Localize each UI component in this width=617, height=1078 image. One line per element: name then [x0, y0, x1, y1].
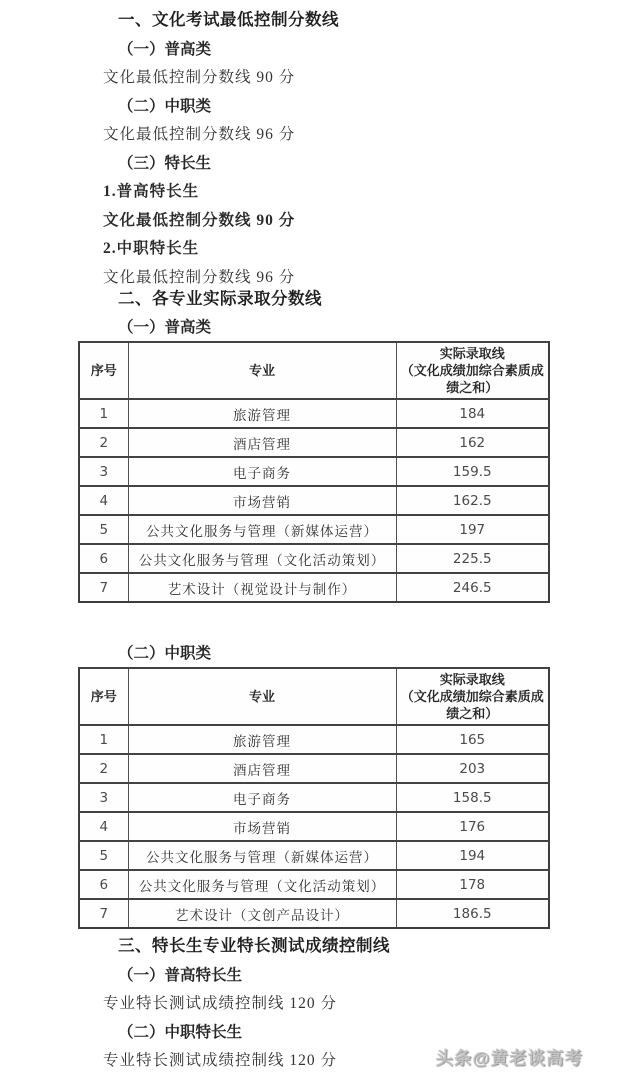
section1-item1-line: 文化最低控制分数线 90 分 — [103, 211, 296, 229]
section1-item1-title: 1.普高特长生 — [103, 183, 200, 200]
cell-major: 酒店管理 — [128, 754, 396, 783]
cell-no: 5 — [79, 841, 128, 870]
section1-heading: 一、文化考试最低控制分数线 — [118, 11, 339, 29]
cell-score: 176 — [396, 812, 549, 841]
cell-no: 7 — [79, 573, 128, 602]
cell-major: 旅游管理 — [128, 399, 396, 428]
section1-line-putong: 文化最低控制分数线 90 分 — [103, 69, 296, 86]
section1-sub-zhongzhi: （二）中职类 — [118, 97, 212, 115]
table-header-row — [79, 342, 549, 399]
cell-no: 2 — [79, 754, 128, 783]
cell-score: 203 — [396, 754, 549, 783]
section3-line-zhongzhi: 专业特长测试成绩控制线 120 分 — [103, 1052, 338, 1069]
table-header-row — [79, 668, 549, 725]
section1-sub-techang: （三）特长生 — [118, 154, 212, 172]
cell-major: 艺术设计（文创产品设计） — [128, 899, 396, 928]
section1-line-zhongzhi: 文化最低控制分数线 96 分 — [103, 126, 296, 143]
cell-score: 197 — [396, 515, 549, 544]
cell-major: 公共文化服务与管理（新媒体运营） — [128, 515, 396, 544]
section2-heading: 二、各专业实际录取分数线 — [118, 289, 322, 308]
score-table-putong — [78, 341, 550, 603]
cell-score: 165 — [396, 725, 549, 754]
header-score-line1: 实际录取线 — [439, 346, 505, 361]
cell-no: 4 — [79, 812, 128, 841]
cell-major: 公共文化服务与管理（文化活动策划） — [128, 544, 396, 573]
cell-major: 电子商务 — [128, 457, 396, 486]
cell-no: 3 — [79, 457, 128, 486]
cell-score: 194 — [396, 841, 549, 870]
cell-major: 市场营销 — [128, 486, 396, 515]
score-table-zhongzhi — [78, 667, 550, 929]
table-row — [79, 899, 549, 928]
cell-score: 162.5 — [396, 486, 549, 515]
section3-line-putong: 专业特长测试成绩控制线 120 分 — [103, 995, 338, 1012]
cell-major: 电子商务 — [128, 783, 396, 812]
cell-no: 5 — [79, 515, 128, 544]
cell-major: 酒店管理 — [128, 428, 396, 457]
section3-sub-zhongzhi: （二）中职特长生 — [118, 1023, 243, 1041]
header-cell-major: 专业 — [128, 342, 396, 399]
header-cell-score — [396, 342, 549, 399]
table-row — [79, 486, 549, 515]
header-cell-major: 专业 — [128, 668, 396, 725]
cell-score: 186.5 — [396, 899, 549, 928]
cell-no: 7 — [79, 899, 128, 928]
section3-sub-putong: （一）普高特长生 — [118, 966, 243, 984]
cell-no: 1 — [79, 399, 128, 428]
cell-no: 3 — [79, 783, 128, 812]
header-cell-no: 序号 — [79, 668, 128, 725]
cell-score: 158.5 — [396, 783, 549, 812]
section1-item2-title: 2.中职特长生 — [103, 240, 200, 257]
table-row — [79, 812, 549, 841]
cell-score: 159.5 — [396, 457, 549, 486]
cell-no: 1 — [79, 725, 128, 754]
header-score-line2: （文化成绩加综合素质成绩之和） — [400, 689, 544, 721]
cell-major: 艺术设计（视觉设计与制作） — [128, 573, 396, 602]
table-row — [79, 870, 549, 899]
cell-no: 6 — [79, 544, 128, 573]
cell-no: 4 — [79, 486, 128, 515]
table-row — [79, 515, 549, 544]
cell-no: 6 — [79, 870, 128, 899]
header-score-line1: 实际录取线 — [439, 672, 505, 687]
table-row — [79, 399, 549, 428]
cell-score: 162 — [396, 428, 549, 457]
cell-major: 市场营销 — [128, 812, 396, 841]
cell-major: 旅游管理 — [128, 725, 396, 754]
section2-sub-zhongzhi: （二）中职类 — [118, 645, 212, 662]
header-cell-no: 序号 — [79, 342, 128, 399]
cell-score: 178 — [396, 870, 549, 899]
cell-score: 184 — [396, 399, 549, 428]
section3-heading: 三、特长生专业特长测试成绩控制线 — [118, 937, 390, 955]
cell-score: 225.5 — [396, 544, 549, 573]
table-row — [79, 573, 549, 602]
cell-no: 2 — [79, 428, 128, 457]
toutiao-watermark: 头条@黄老谈高考 — [435, 1048, 583, 1068]
section2-sub-putong: （一）普高类 — [118, 319, 212, 336]
table-row — [79, 783, 549, 812]
table-row — [79, 754, 549, 783]
header-score-line2: （文化成绩加综合素质成绩之和） — [400, 363, 544, 395]
table-row — [79, 457, 549, 486]
section1-item2-line: 文化最低控制分数线 96 分 — [103, 268, 296, 286]
table-row — [79, 544, 549, 573]
table-row — [79, 428, 549, 457]
table-row — [79, 725, 549, 754]
section1-sub-putong: （一）普高类 — [118, 40, 212, 58]
header-cell-score — [396, 668, 549, 725]
cell-major: 公共文化服务与管理（文化活动策划） — [128, 870, 396, 899]
cell-score: 246.5 — [396, 573, 549, 602]
cell-major: 公共文化服务与管理（新媒体运营） — [128, 841, 396, 870]
table-row — [79, 841, 549, 870]
